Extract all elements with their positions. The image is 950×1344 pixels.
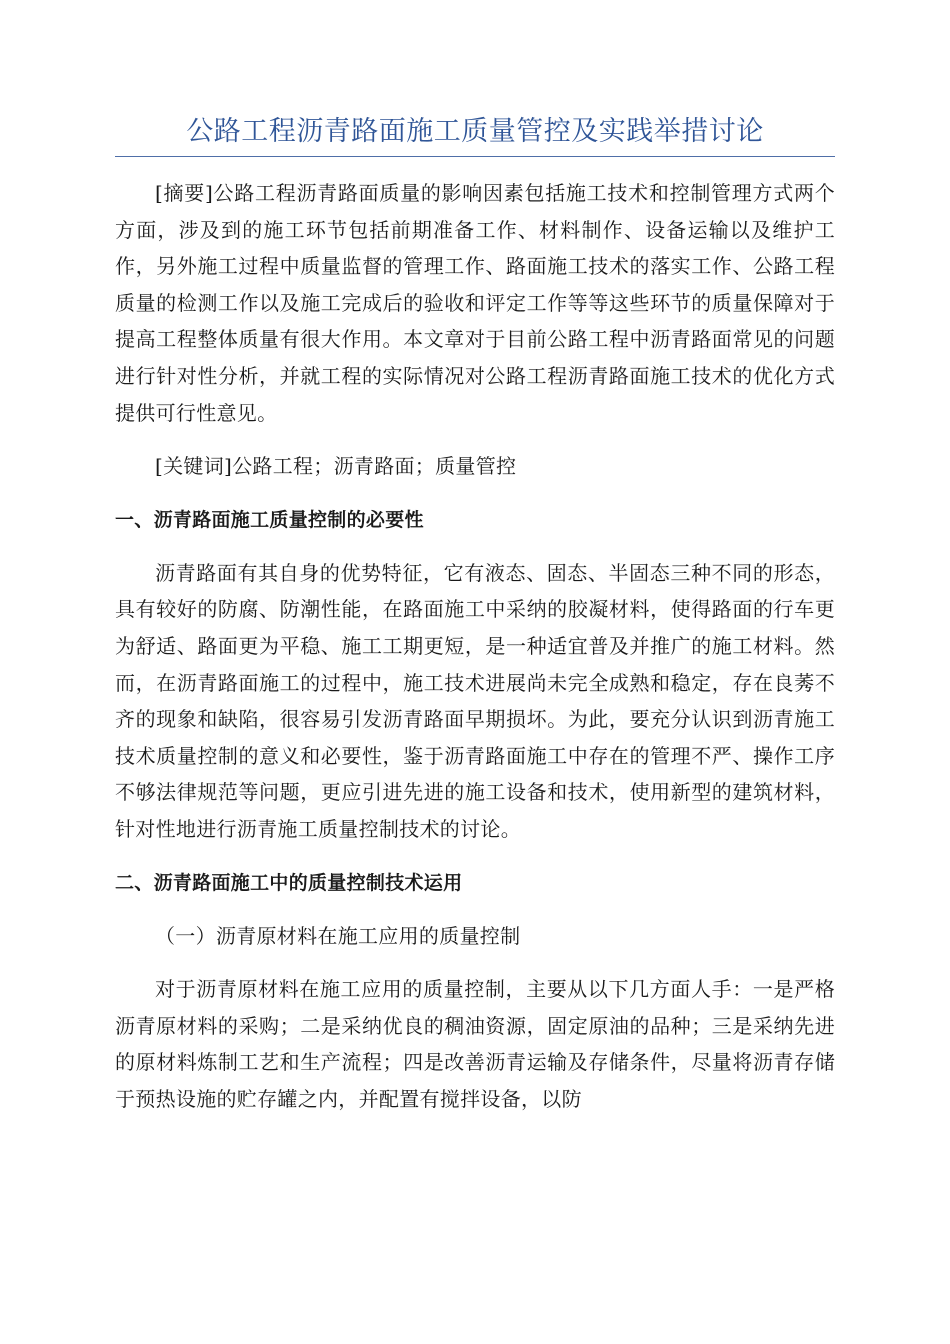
keywords-paragraph: [关键词]公路工程；沥青路面；质量管控 <box>155 454 517 479</box>
abstract-paragraph: [摘要]公路工程沥青路面质量的影响因素包括施工技术和控制管理方式两个方面，涉及到的施工环节包括前期准备工作、材料制作、设备运输以及维护工作，另外施工过程中质量监督的管理工作、路面施工技术的落实工作、公路工程质量的检测工作以及施工完成后的验收和评定工作等等这些环节的质量保障对于提高工程整体质量有很大作用。本文章对于目前公路工程中沥青路面常见的问题进行针对性分析，并就工程的实际情况对公路工程沥青路面施工技术的优化方式提供可行性意见。 <box>115 181 835 425</box>
section-2-paragraph: 对于沥青原材料在施工应用的质量控制，主要从以下几方面人手：一是严格沥青原材料的采购；二是采纳优良的稠油资源，固定原油的品种；三是采纳先进的原材料炼制工艺和生产流程；四是改善沥青运输及存储条件，尽量将沥青存储于预热设施的贮存罐之内，并配置有搅拌设备，以防 <box>115 977 835 1111</box>
document-body <box>115 175 835 1117</box>
section-1-heading: 一、沥青路面施工质量控制的必要性 <box>115 508 424 531</box>
document-title: 公路工程沥青路面施工质量管控及实践举措讨论 <box>186 116 764 147</box>
section-2-subheading: （一）沥青原材料在施工应用的质量控制 <box>155 923 521 948</box>
section-1-paragraph: 沥青路面有其自身的优势特征，它有液态、固态、半固态三种不同的形态，具有较好的防腐、防潮性能，在路面施工中采纳的胶凝材料，使得路面的行车更为舒适、路面更为平稳、施工工期更短，是一种适宜普及并推广的施工材料。然而，在沥青路面施工的过程中，施工技术进展尚未完全成熟和稳定，存在良莠不齐的现象和缺陷，很容易引发沥青路面早期损坏。为此，要充分认识到沥青施工技术质量控制的意义和必要性，鉴于沥青路面施工中存在的管理不严、操作工序不够法律规范等问题，更应引进先进的施工设备和技术，使用新型的建筑材料，针对性地进行沥青施工质量控制技术的讨论。 <box>115 560 835 841</box>
section-2-heading: 二、沥青路面施工中的质量控制技术运用 <box>115 871 463 894</box>
title-block <box>115 112 835 157</box>
